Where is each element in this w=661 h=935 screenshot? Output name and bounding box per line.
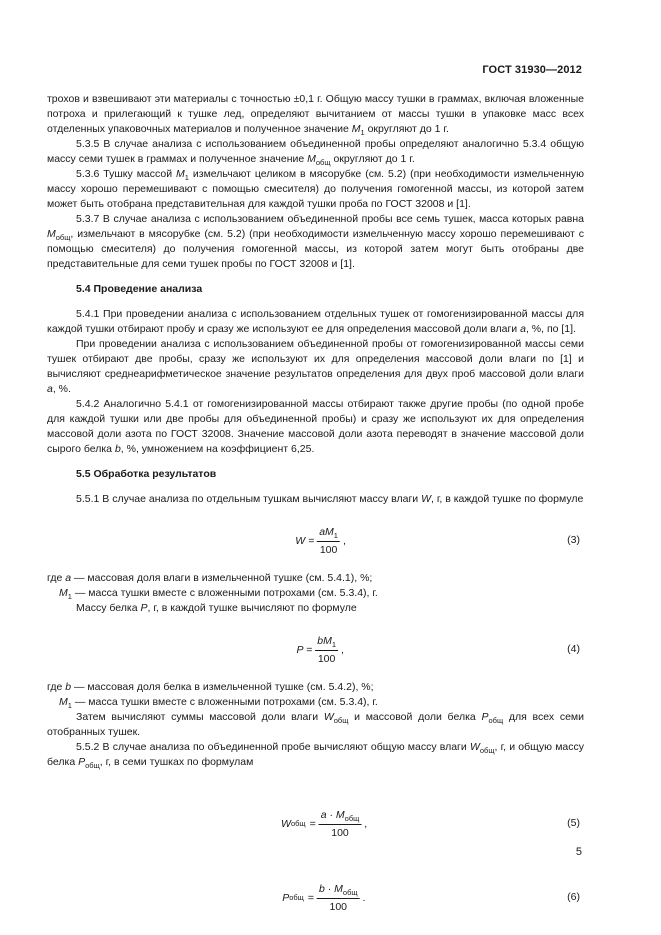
page-number: 5 [575,846,582,858]
formula-3: W = $\frac{aM_1}{100}$ , (3) [295,525,580,556]
paragraph-continuation: трохов и взвешивают эти материалы с точностью ±0,1 г. Общую массу тушки в граммах, включая вложенные потроха и прилегающий к тушке лед, определяют вычитанием от массы тушки в упаковке масс всех отделенных упаковочных материалов и полученное значение $M_1$ округляют до 1 г. [47,93,584,137]
formula-4: P = $\frac{bM_1}{100}$ , (4) [296,634,580,665]
formula-3-legend: где a — массовая доля влаги в измельченной тушке (см. 5.4.1), %; $M_1$ — масса тушки вместе с вложенными потрохами (см. 5.3.4), г. Массу белка P, г, в каждой тушке вычисляют по формуле [47,572,378,614]
paragraph-5-4-2: 5.4.2 Аналогично 5.4.1 от гомогенизированной массы отбирают также другие пробы (по одной пробе для каждой тушки или две пробы для объединенной пробы) и сразу же используют их для определения массовой доли азота по ГОСТ 32008. Значение массовой доли азота переводят в значение массовой доли сырого белка b, %, умножением на коэффициент 6,25. [47,398,584,455]
paragraph-5-3-6: 5.3.6 Тушку массой $M_1$ измельчают целиком в мясорубке (см. 5.2) (при необходимости измельченную массу хорошо перемешивают с помощью смесителя) до получения гомогенной массы, из которой затем может быть отобрана представительная для каждой тушки проба по ГОСТ 32008 и [1]. [47,168,585,210]
paragraph-5-3-5: 5.3.5 В случае анализа с использованием объединенной пробы определяют аналогично 5.3.4 общую массу семи тушек в граммах и полученное значение $M_{общ}$ округляют до 1 г. [47,138,584,167]
paragraph-5-4-1-combined: При проведении анализа с использованием объединенной пробы от гомогенизированной массы семи тушек отбирают две пробы, сразу же используют их для определения массовой доли влаги по [1] и вычисляют среднеарифметическое значение результатов определения для двух проб массовой доли влаги a, %. [47,338,584,395]
fraction: $\frac{bM_1}{100}$ [317,634,336,665]
fraction: $\frac{a \cdot M_{общ}}{100}$ [320,808,360,839]
formula-6: P общ = $\frac{b \cdot M_{общ}}{100}$ . (6) [282,882,580,913]
formula-number: (6) [567,891,580,903]
section-heading-5-4: 5.4 Проведение анализа [76,283,203,295]
formula-4-legend: где b — массовая доля белка в измельченной тушке (см. 5.4.2), %; $M_1$ — масса тушки вместе с вложенными потрохами (см. 5.3.4), г. Затем вычисляют суммы массовой доли влаги $W_{общ}$ и массовой доли белка $P_{общ}$ для всех семи отобранных тушек. 5.5.2 В случае анализа по объединенной пробе вычисляют общую массу влаги $W_{общ}$, г, и общую массу белка $P_{общ}$, г, в семи тушках по формулам [47,681,585,770]
section-heading-5-5: 5.5 Обработка результатов [76,468,217,480]
fraction: $\frac{aM_1}{100}$ [319,525,338,556]
formula-number: (4) [567,643,580,655]
standard-header: ГОСТ 31930—2012 [482,64,582,76]
paragraph-5-3-7: 5.3.7 В случае анализа с использованием объединенной пробы все семь тушек, масса которых равна $M_{общ}$, измельчают в мясорубке (см. 5.2) (при необходимости измельченную массу хорошо перемешивают с помощью смесителя) до получения гомогенной массы, из которой затем могут быть отобраны две представительные для семи тушек пробы по ГОСТ 32008 и [1]. [47,213,584,270]
paragraph-5-5-2: 5.5.2 В случае анализа по объединенной пробе вычисляют общую массу влаги $W_{общ}$, г, и общую массу белка $P_{общ}$, г, в семи тушках по формулам [47,741,585,770]
paragraph-5-5-1: 5.5.1 В случае анализа по отдельным тушкам вычисляют массу влаги W, г, в каждой тушке по формуле [76,493,584,505]
formula-5: W общ = $\frac{a \cdot M_{общ}}{100}$ , (5) [281,808,580,839]
document-body [47,92,584,932]
paragraph-5-4-1: 5.4.1 При проведении анализа с использованием отдельных тушек от гомогенизированной массы для каждой тушки отбирают пробу и сразу же используют ее для определения массовой доли влаги a, %, по [1]. [47,308,584,335]
formula-number: (5) [567,817,580,829]
formula-number: (3) [567,534,580,546]
fraction: $\frac{b \cdot M_{общ}}{100}$ [318,882,358,913]
